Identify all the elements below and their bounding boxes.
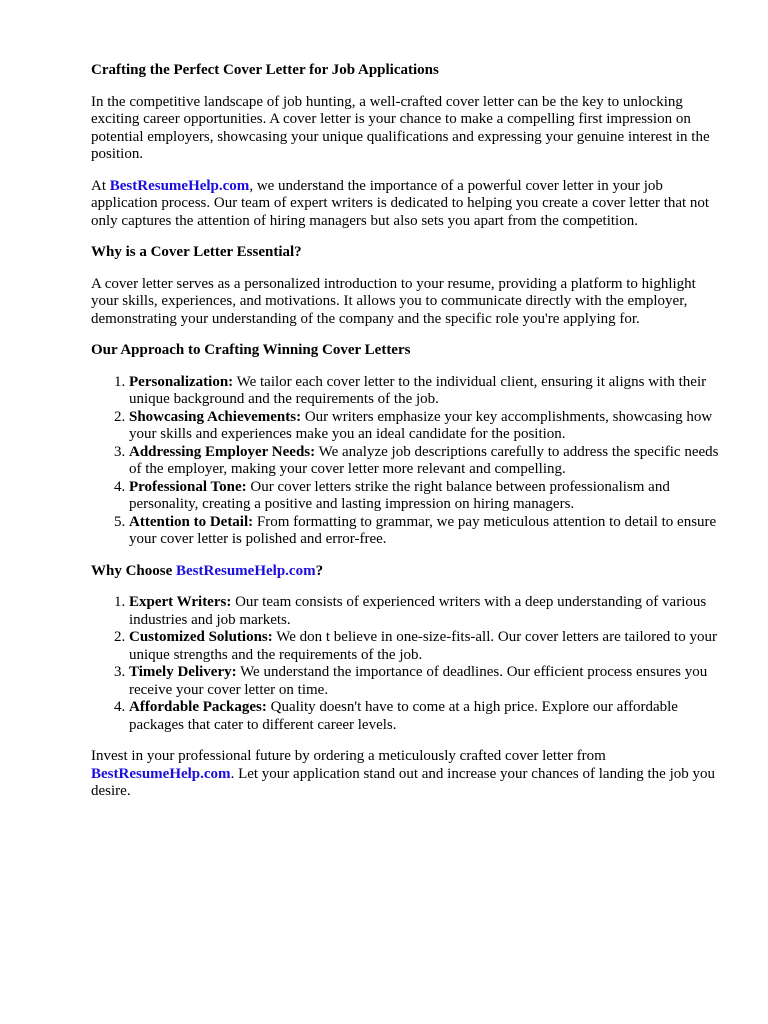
- item-desc: Our team consists of experienced writers with a deep understanding of various industries and job markets.: [129, 594, 707, 628]
- list-item: [129, 409, 721, 444]
- item-term: Expert Writers:: [129, 594, 232, 610]
- item-desc: Our writers emphasize your key accomplishments, showcasing how your skills and experiences make you an ideal candidate for the position.: [129, 408, 713, 442]
- why-choose-prefix: Why Choose: [91, 562, 173, 579]
- list-item: [129, 479, 721, 514]
- list-item: [129, 699, 721, 734]
- item-desc: We tailor each cover letter to the individual client, ensuring it aligns with their unique background and the requirements of the job.: [129, 373, 707, 407]
- bestresumehelp-link[interactable]: BestResumeHelp.com: [109, 177, 250, 194]
- item-desc: We analyze job descriptions carefully to address the specific needs of the employer, making your cover letter more relevant and compelling.: [129, 443, 719, 477]
- item-term: Affordable Packages:: [129, 699, 267, 715]
- item-term: Personalization:: [129, 373, 234, 390]
- essential-paragraph: A cover letter serves as a personalized introduction to your resume, providing a platform to highlight your skills, experiences, and motivations. It allows you to communicate directly with the employer, demonstrating your understanding of the company and the specific role you're applying for.: [91, 275, 696, 327]
- about-text: , we understand the importance of a powerful cover letter in your job application process. Our team of expert writers is dedicated to helping you create a cover letter that not only captures the attention of hiring managers but also sets you apart from the competition.: [91, 177, 710, 229]
- list-item: [129, 514, 721, 549]
- item-term: Timely Delivery:: [129, 664, 237, 680]
- page-title: Crafting the Perfect Cover Letter for Job Applications: [91, 62, 439, 78]
- approach-list: [91, 374, 721, 549]
- item-term: Addressing Employer Needs:: [129, 443, 316, 460]
- item-desc: We don t believe in one-size-fits-all. Our cover letters are tailored to your unique strengths and the requirements of the job.: [129, 629, 717, 663]
- item-desc: From formatting to grammar, we pay meticulous attention to detail to ensure your cover letter is polished and error-free.: [129, 513, 717, 547]
- closing-paragraph: [91, 748, 721, 801]
- list-item: [129, 629, 721, 664]
- document-content: [91, 62, 721, 801]
- why-choose-list: [91, 594, 721, 734]
- item-term: Showcasing Achievements:: [129, 408, 302, 425]
- bestresumehelp-link[interactable]: BestResumeHelp.com: [176, 562, 316, 579]
- closing-prefix: Invest in your professional future by ordering a meticulously crafted cover letter from: [91, 748, 606, 764]
- list-item: [129, 374, 721, 409]
- about-prefix: At: [91, 177, 106, 194]
- approach-heading: Our Approach to Crafting Winning Cover Letters: [91, 342, 411, 358]
- about-paragraph: [91, 178, 721, 231]
- item-term: Customized Solutions:: [129, 629, 273, 645]
- item-term: Professional Tone:: [129, 478, 247, 495]
- list-item: [129, 664, 721, 699]
- item-term: Attention to Detail:: [129, 513, 254, 530]
- item-desc: We understand the importance of deadlines. Our efficient process ensures you receive your cover letter on time.: [129, 664, 708, 698]
- item-desc: Quality doesn't have to come at a high price. Explore our affordable packages that cater to different career levels.: [129, 699, 678, 733]
- list-item: [129, 444, 721, 479]
- list-item: [129, 594, 721, 629]
- bestresumehelp-link[interactable]: BestResumeHelp.com: [91, 765, 231, 782]
- why-choose-heading: [91, 563, 721, 581]
- item-desc: Our cover letters strike the right balance between professionalism and personality, creating a positive and lasting impression on hiring managers.: [129, 478, 670, 512]
- intro-paragraph: In the competitive landscape of job hunting, a well-crafted cover letter can be the key to unlocking exciting career opportunities. A cover letter is your chance to make a compelling first impression on potential employers, showcasing your unique qualifications and expressing your genuine interest in the position.: [91, 93, 710, 162]
- closing-text: . Let your application stand out and increase your chances of landing the job you desire.: [91, 765, 716, 799]
- essential-heading: Why is a Cover Letter Essential?: [91, 244, 302, 260]
- why-choose-suffix: ?: [315, 562, 324, 579]
